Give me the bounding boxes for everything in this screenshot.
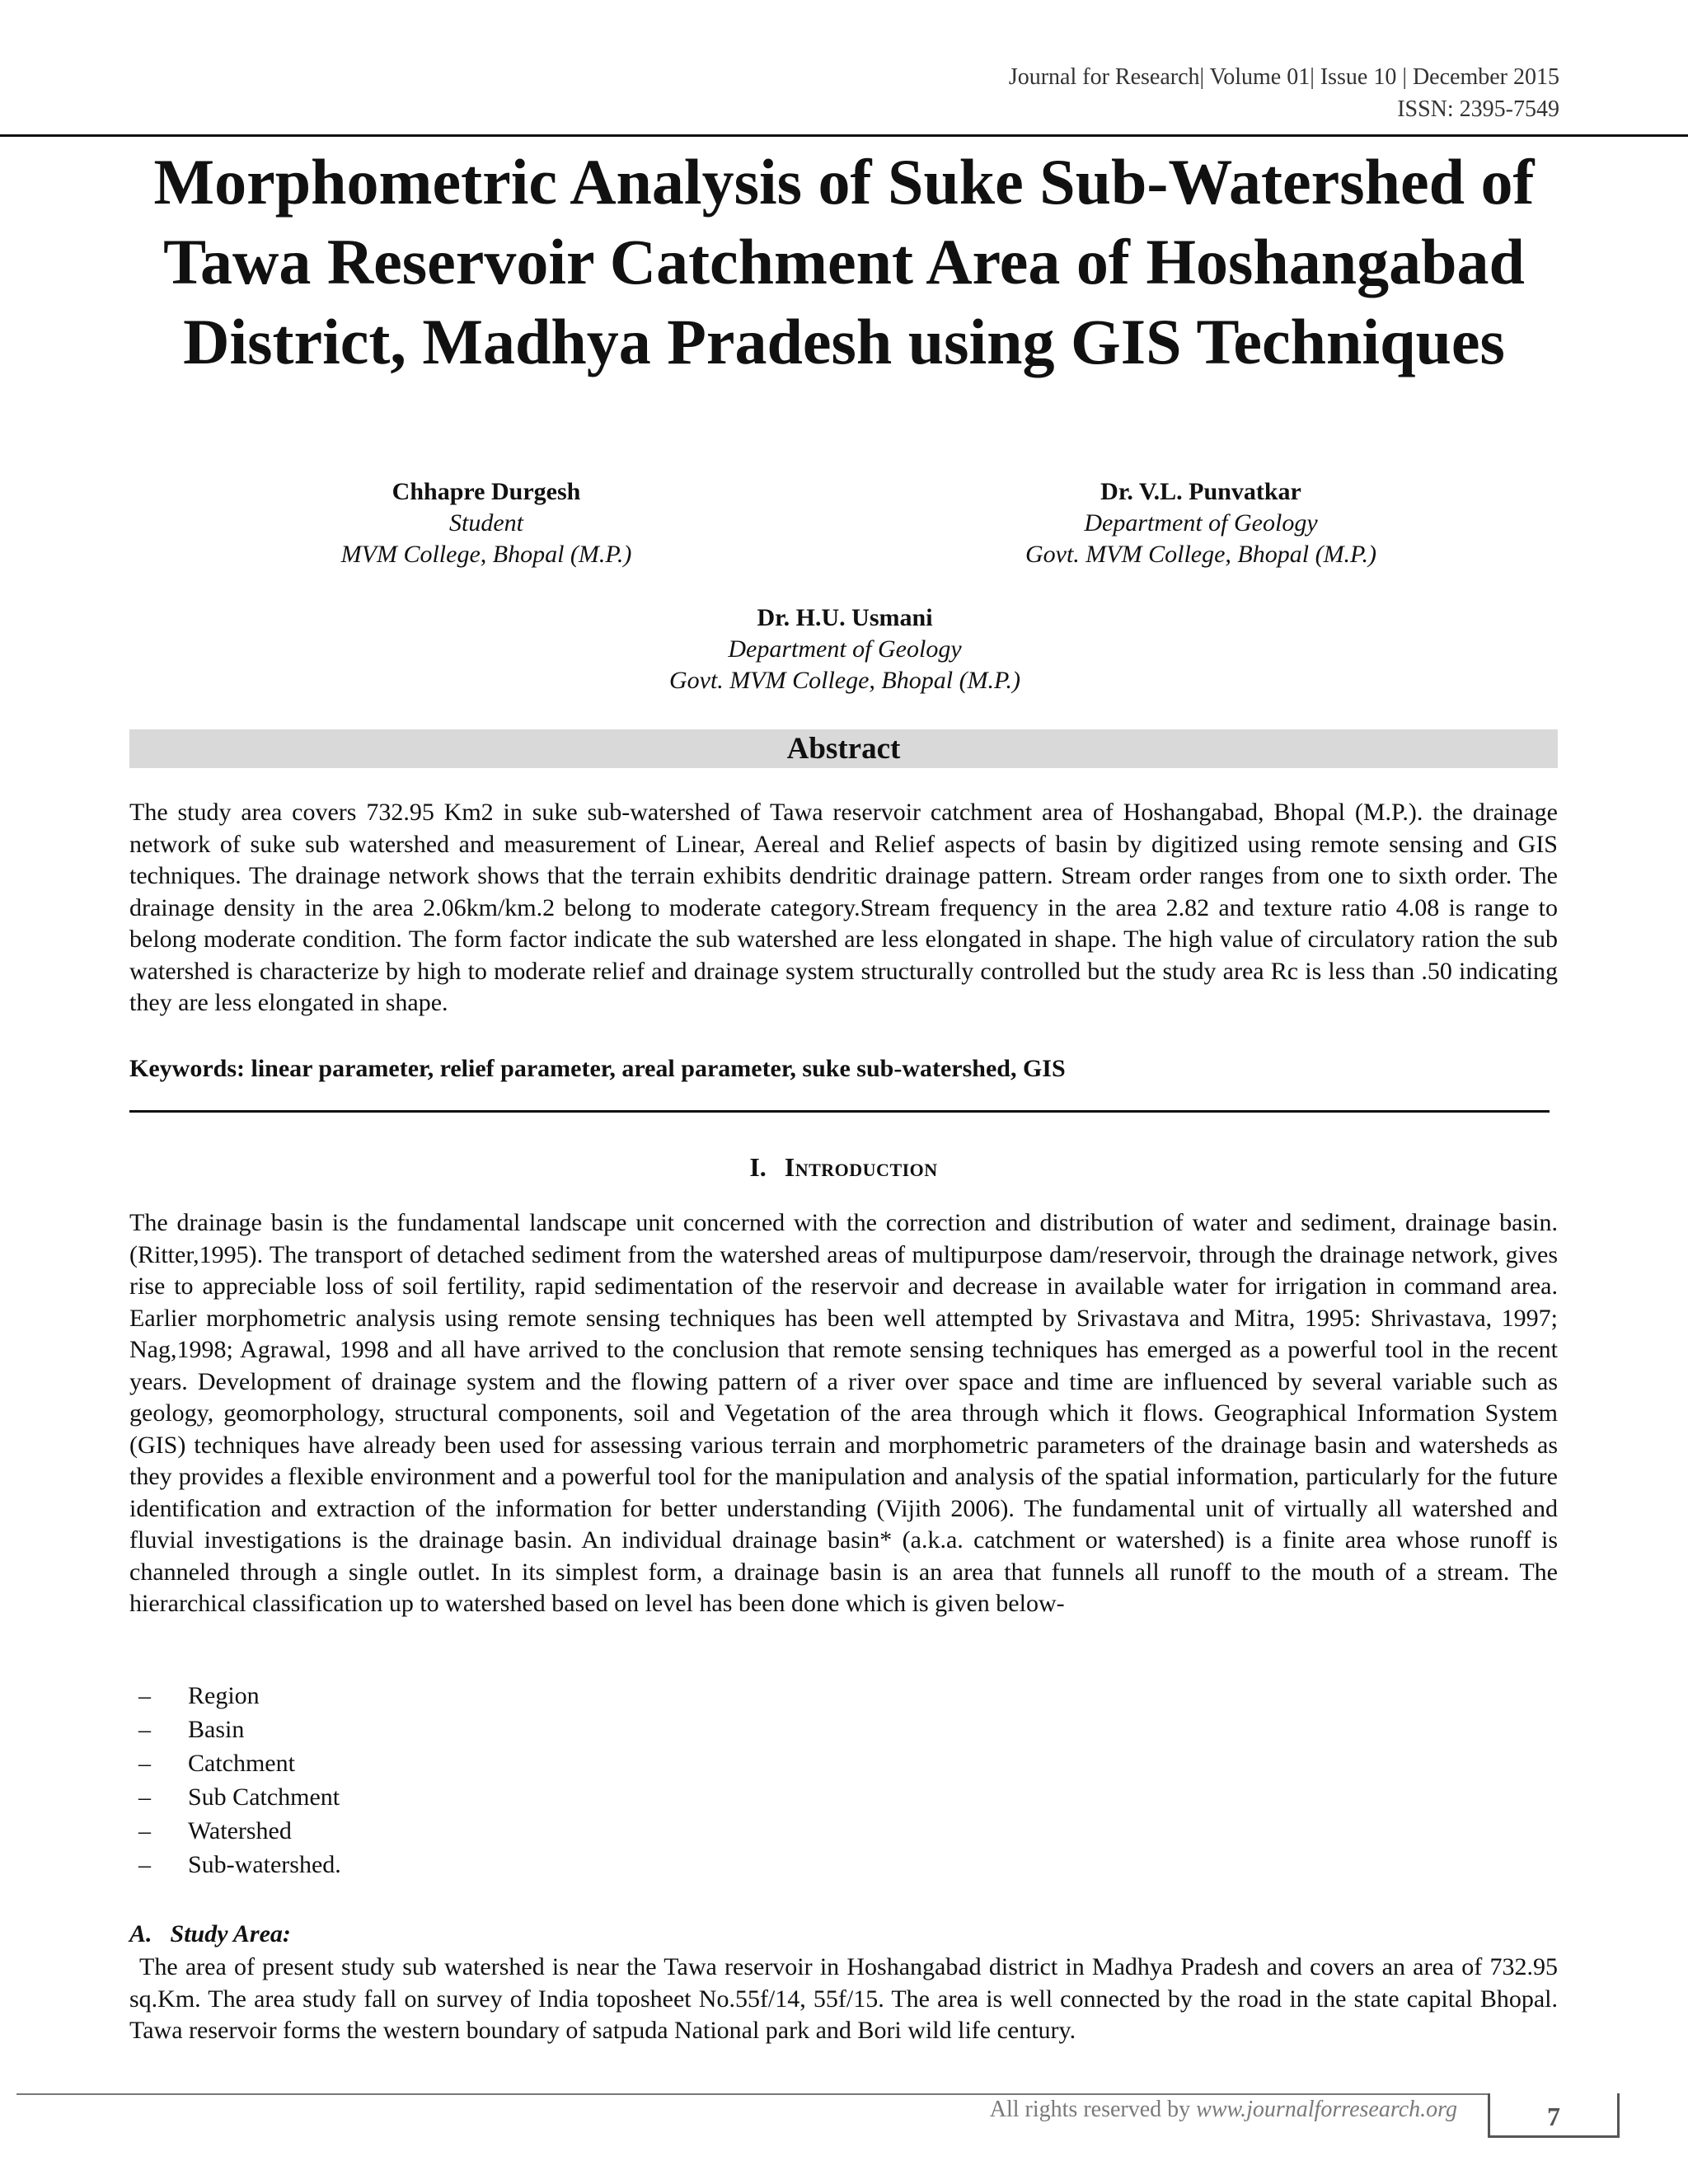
section-heading-introduction	[129, 1151, 1558, 1183]
footer-website-link[interactable]: www.journalforresearch.org	[1196, 2097, 1457, 2122]
list-item-label: Basin	[188, 1716, 245, 1743]
author-name: Dr. V.L. Punvatkar	[1100, 478, 1301, 505]
list-item	[138, 1679, 341, 1713]
author-affiliation: Govt. MVM College, Bhopal (M.P.)	[668, 667, 1021, 694]
footer-copyright	[990, 2095, 1457, 2125]
abstract-heading: Abstract	[129, 729, 1558, 768]
subsection-title: Study Area:	[170, 1920, 291, 1947]
dash-bullet-icon: –	[138, 1682, 151, 1709]
hierarchy-list	[138, 1679, 341, 1882]
author-role: Department of Geology	[728, 635, 962, 663]
subsection-heading-study-area	[129, 1919, 291, 1950]
author-role: Department of Geology	[1084, 509, 1318, 537]
author-name: Dr. H.U. Usmani	[757, 604, 933, 631]
page-number: 7	[1547, 2102, 1560, 2131]
author-role: Student	[449, 509, 523, 537]
author-affiliation: MVM College, Bhopal (M.P.)	[340, 541, 632, 568]
list-item-label: Watershed	[188, 1817, 292, 1844]
dash-bullet-icon: –	[138, 1716, 151, 1743]
list-item	[138, 1814, 341, 1848]
author-affiliation: Govt. MVM College, Bhopal (M.P.)	[1025, 541, 1377, 568]
footer-rights: All rights reserved by	[989, 2097, 1191, 2122]
section-number: I.	[749, 1152, 767, 1182]
list-item	[138, 1746, 341, 1780]
list-item-label: Sub Catchment	[188, 1783, 340, 1811]
issn: ISSN: 2395-7549	[1397, 96, 1559, 122]
keywords: Keywords: linear parameter, relief parameter, areal parameter, suke sub-watershed, GIS	[129, 1055, 1066, 1082]
author-block	[954, 476, 1448, 570]
dash-bullet-icon: –	[138, 1783, 151, 1811]
header-divider	[0, 134, 1688, 137]
dash-bullet-icon: –	[138, 1750, 151, 1777]
author-block	[598, 602, 1092, 696]
journal-line: Journal for Research| Volume 01| Issue 10 | December 2015	[1008, 64, 1559, 90]
author-block	[280, 476, 692, 570]
list-item	[138, 1713, 341, 1746]
dash-bullet-icon: –	[138, 1817, 151, 1844]
journal-header	[1009, 61, 1559, 125]
list-item-label: Catchment	[188, 1750, 295, 1777]
study-area-text: The area of present study sub watershed is near the Tawa reservoir in Hoshangabad district in Madhya Pradesh and covers an area of 732.95 sq.Km. The area study fall on survey of India toposheet No.55f/14, 55f/15. The area is well connected by the road in the state capital Bhopal. Tawa reservoir forms the western boundary of satpuda National park and Bori wild life century.	[129, 1953, 1558, 2044]
abstract-divider	[129, 1110, 1550, 1113]
list-item	[138, 1780, 341, 1814]
author-name: Chhapre Durgesh	[392, 478, 581, 505]
list-item	[138, 1848, 341, 1882]
dash-bullet-icon: –	[138, 1851, 151, 1878]
abstract-text: The study area covers 732.95 Km2 in suke sub-watershed of Tawa reservoir catchment area of Hoshangabad, Bhopal (M.P.). the drainage network of suke sub watershed and measurement of Linear, Aereal and Relief aspects of basin by digitized using remote sensing and GIS techniques. The drainage network shows that the terrain exhibits dendritic drainage pattern. Stream order ranges from one to sixth order. The drainage density in the area 2.06km/km.2 belong to moderate category.Stream frequency in the area 2.82 and texture ratio 4.08 is range to belong moderate condition. The form factor indicate the sub watershed are less elongated in shape. The high value of circulatory ration the sub watershed is characterize by high to moderate relief and drainage system structurally controlled but the study area Rc is less than .50 indicating they are less elongated in shape.	[129, 799, 1558, 1016]
section-title: Introduction	[784, 1152, 938, 1182]
paper-title: Morphometric Analysis of Suke Sub-Watershed of Tawa Reservoir Catchment Area of Hoshangabad District, Madhya Pradesh using GIS Techniques	[153, 146, 1535, 377]
subsection-letter: A.	[129, 1920, 152, 1947]
list-item-label: Region	[188, 1682, 260, 1709]
list-item-label: Sub-watershed.	[188, 1851, 341, 1878]
introduction-text: The drainage basin is the fundamental landscape unit concerned with the correction and distribution of water and sediment, drainage basin. (Ritter,1995). The transport of detached sediment from the watershed areas of multipurpose dam/reservoir, through the drainage network, gives rise to appreciable loss of soil fertility, rapid sedimentation of the reservoir and decrease in available water for irrigation in command area. Earlier morphometric analysis using remote sensing techniques has been well attempted by Srivastava and Mitra, 1995: Shrivastava, 1997; Nag,1998; Agrawal, 1998 and all have arrived to the conclusion that remote sensing techniques has emerged as a powerful tool in the recent years. Development of drainage system and the flowing pattern of a river over space and time are influenced by several variable such as geology, geomorphology, structural components, soil and Vegetation of the area through which it flows. Geographical Information System (GIS) techniques have already been used for assessing various terrain and morphometric parameters of the drainage basin and watersheds as they provides a flexible environment and a powerful tool for the manipulation and analysis of the spatial information, particularly for the future identification and extraction of the information for better understanding (Vijith 2006). The fundamental unit of virtually all watershed and fluvial investigations is the drainage basin. An individual drainage basin* (a.k.a. catchment or watershed) is a finite area whose runoff is channeled through a single outlet. In its simplest form, a drainage basin is an area that funnels all runoff to the mouth of a stream. The hierarchical classification up to watershed based on level has been done which is given below-	[129, 1209, 1558, 1617]
